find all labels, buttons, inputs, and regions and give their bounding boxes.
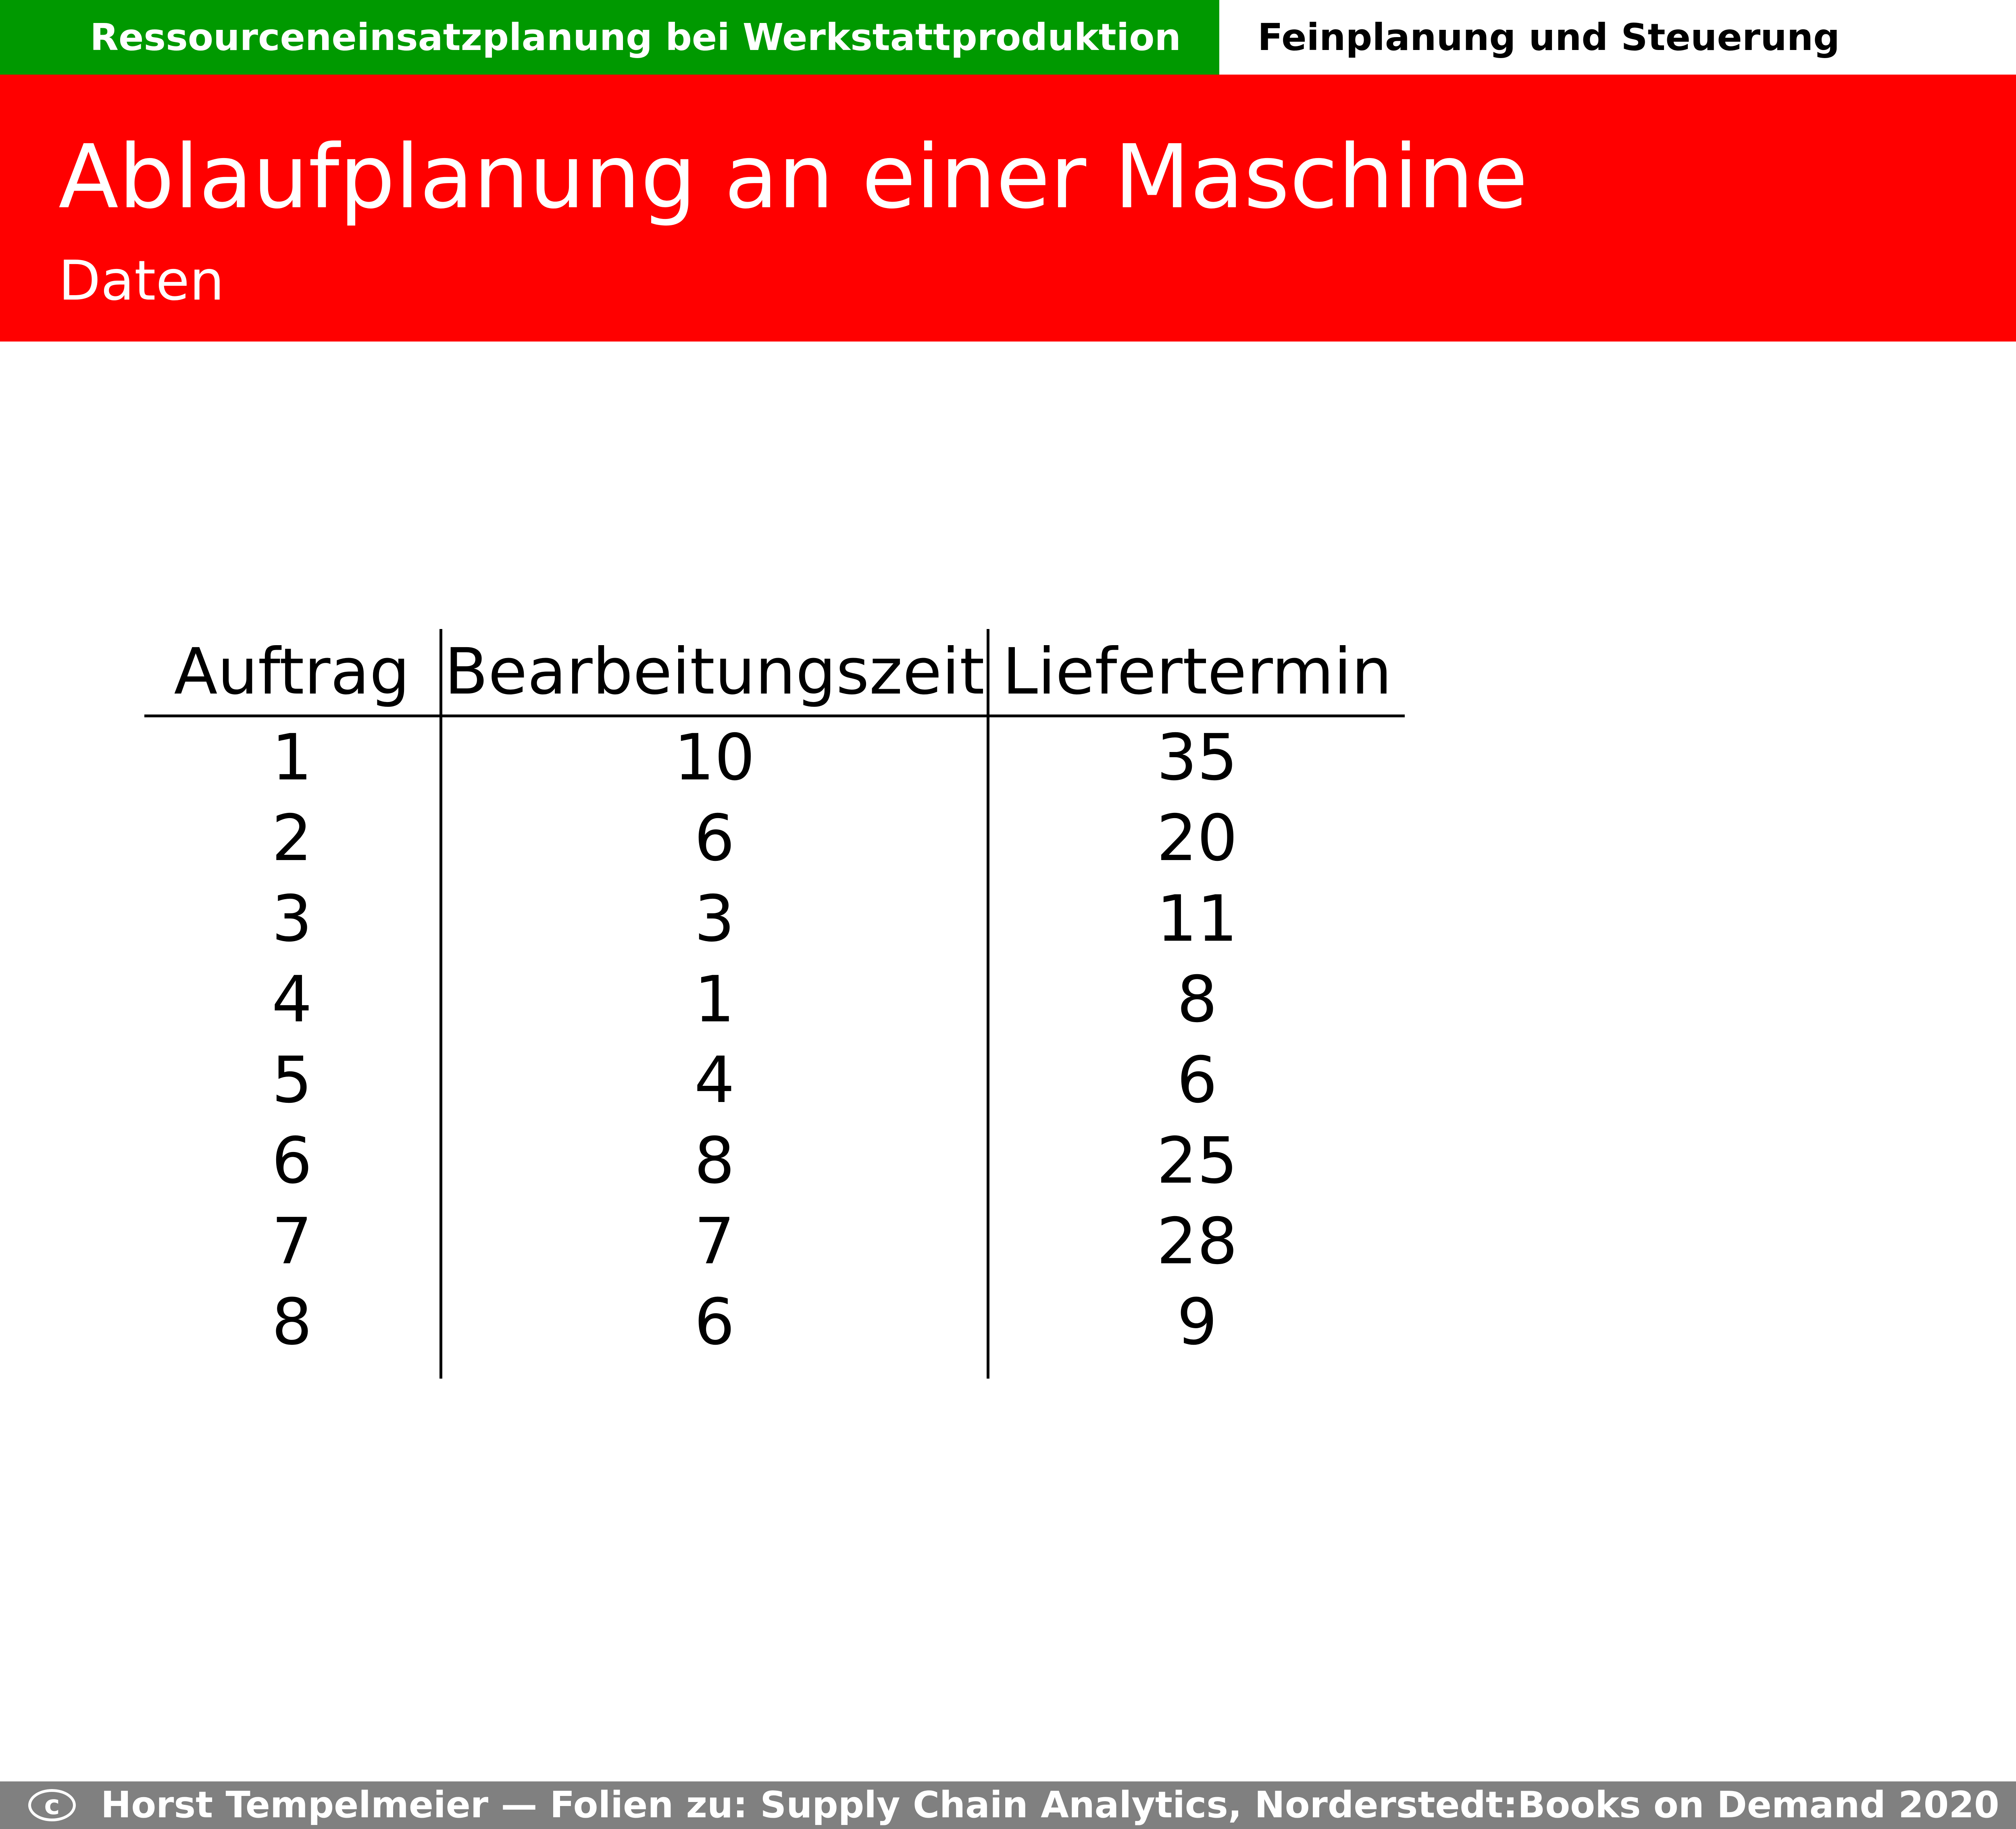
- table-cell: 1: [441, 959, 988, 1040]
- table-row: [144, 798, 1405, 879]
- table-cell: 28: [988, 1201, 1405, 1282]
- table-row: [144, 1282, 1405, 1379]
- table-cell: 9: [988, 1282, 1405, 1379]
- table-row: [144, 1040, 1405, 1121]
- table-cell: 6: [988, 1040, 1405, 1121]
- footer-bar: [0, 1781, 2016, 1829]
- slide-title: Ablaufplanung an einer Maschine: [58, 126, 1528, 228]
- table-cell: 3: [271, 882, 312, 956]
- footer-credit: Horst Tempelmeier — Folien zu: Supply Chain Analytics, Norderstedt:Books on Demand 2020: [101, 1784, 1999, 1826]
- table-cell: 10: [441, 716, 988, 798]
- subsection-title[interactable]: Feinplanung und Steuerung: [1219, 0, 2016, 75]
- table-cell: 4: [441, 1040, 988, 1121]
- slide-subtitle: Daten: [58, 249, 225, 313]
- table-cell: 11: [988, 879, 1405, 959]
- table-row: [144, 879, 1405, 959]
- table-cell: 6: [271, 1124, 312, 1198]
- table-cell: 3: [441, 879, 988, 959]
- table-row: [144, 1201, 1405, 1282]
- table-cell: 8: [271, 1285, 312, 1359]
- table-cell: 1: [271, 721, 312, 795]
- table-cell: 35: [988, 716, 1405, 798]
- table-header-row: [144, 629, 1405, 716]
- table-row: [144, 716, 1405, 798]
- copyright-icon: c: [28, 1789, 76, 1821]
- table-cell: 7: [441, 1201, 988, 1282]
- section-title[interactable]: Ressourceneinsatzplanung bei Werkstattproduktion: [0, 0, 1219, 75]
- column-header-bearbeitungszeit: Bearbeitungszeit: [441, 629, 988, 716]
- table-cell: 5: [271, 1043, 312, 1117]
- table-cell: 20: [988, 798, 1405, 879]
- table-cell: 4: [271, 962, 312, 1037]
- column-header-liefertermin: Liefertermin: [988, 629, 1405, 716]
- table-cell: 6: [441, 1282, 988, 1379]
- table-row: [144, 959, 1405, 1040]
- table-cell: 6: [441, 798, 988, 879]
- header-bar: [0, 0, 2016, 75]
- table-cell: 8: [441, 1121, 988, 1201]
- table-cell: 25: [988, 1121, 1405, 1201]
- title-bar: [0, 75, 2016, 342]
- data-table: [144, 629, 1405, 1379]
- table-cell: 7: [271, 1204, 312, 1279]
- table-row: [144, 1121, 1405, 1201]
- table-cell: 2: [271, 801, 312, 875]
- column-header-auftrag: Auftrag: [174, 635, 410, 709]
- table-cell: 8: [988, 959, 1405, 1040]
